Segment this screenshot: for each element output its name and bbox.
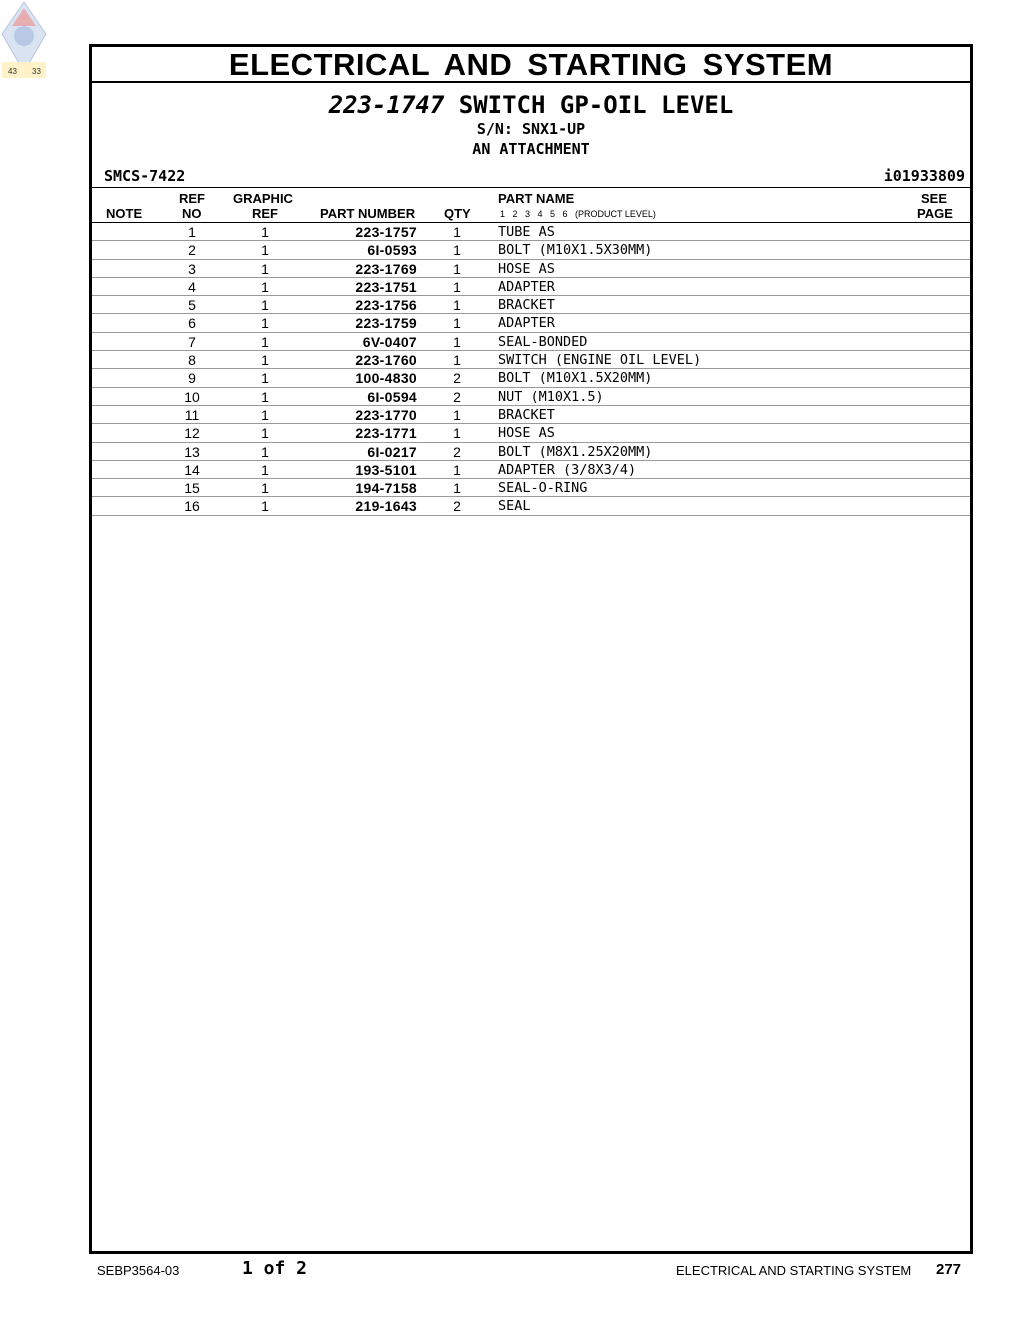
quantity: 2: [453, 498, 461, 515]
part-number: 223-1760: [355, 352, 417, 369]
part-number: 223-1770: [355, 406, 417, 423]
part-number: 100-4830: [355, 370, 417, 387]
quantity: 1: [453, 406, 461, 423]
table-row: [92, 461, 970, 479]
logo-number-left: 43: [8, 67, 17, 76]
parts-page-frame: [89, 44, 973, 1254]
graphic-ref: 1: [261, 498, 269, 515]
page-of: 1 of 2: [242, 1258, 308, 1279]
table-row: [92, 388, 970, 406]
graphic-ref: 1: [261, 315, 269, 332]
ref-no: 9: [188, 370, 196, 387]
part-number: 193-5101: [355, 461, 417, 478]
ref-no: 2: [188, 242, 196, 259]
graphic-ref: 1: [261, 425, 269, 442]
table-row: [92, 479, 970, 497]
part-name: BOLT (M10X1.5X20MM): [498, 370, 653, 387]
ref-no: 11: [184, 406, 200, 423]
part-number: 6I-0593: [367, 242, 417, 259]
quantity: 1: [453, 480, 461, 497]
table-row: [92, 333, 970, 351]
page-footer: [0, 1258, 1020, 1282]
quantity: 2: [453, 443, 461, 460]
header-see-top: SEE: [921, 191, 948, 206]
ref-no: 16: [184, 498, 200, 515]
smcs-code: SMCS-7422: [104, 167, 186, 185]
part-number: 223-1771: [355, 425, 417, 442]
header-qty: QTY: [444, 206, 471, 221]
group-title: [92, 91, 970, 119]
part-name: NUT (M10X1.5): [498, 388, 604, 405]
section-title: ELECTRICAL AND STARTING SYSTEM: [92, 47, 970, 83]
graphic-ref: 1: [261, 370, 269, 387]
part-name: SWITCH (ENGINE OIL LEVEL): [498, 352, 702, 369]
part-name: SEAL: [498, 498, 531, 515]
footer-system-name: ELECTRICAL AND STARTING SYSTEM: [676, 1263, 912, 1278]
part-number: 223-1751: [355, 278, 417, 295]
graphic-ref: 1: [261, 242, 269, 259]
quantity: 1: [453, 224, 461, 240]
quantity: 1: [453, 461, 461, 478]
part-name: ADAPTER: [498, 315, 555, 332]
graphic-ref: 1: [261, 333, 269, 350]
graphic-ref: 1: [261, 406, 269, 423]
table-row: [92, 260, 970, 278]
table-row: [92, 369, 970, 387]
page-number: 277: [936, 1261, 962, 1278]
illustration-id: i01933809: [883, 167, 965, 185]
attachment-label: AN ATTACHMENT: [472, 140, 590, 158]
part-name: ADAPTER (3/8X3/4): [498, 461, 637, 478]
ref-no: 12: [184, 425, 200, 442]
logo-number-right: 33: [32, 67, 41, 76]
table-row: [92, 443, 970, 461]
part-name: BRACKET: [498, 406, 555, 423]
quantity: 1: [453, 352, 461, 369]
header-product-levels: 1 2 3 4 5 6 (PRODUCT LEVEL): [500, 209, 656, 219]
table-row: [92, 424, 970, 442]
part-name: SEAL-BONDED: [498, 333, 588, 350]
graphic-ref: 1: [261, 388, 269, 405]
part-number: 6V-0407: [362, 333, 417, 350]
table-row: [92, 241, 970, 259]
table-row: [92, 314, 970, 332]
part-name: TUBE AS: [498, 224, 555, 240]
ref-no: 3: [188, 260, 196, 277]
quantity: 1: [453, 297, 461, 314]
graphic-ref: 1: [261, 352, 269, 369]
ref-no: 5: [188, 297, 196, 314]
graphic-ref: 1: [261, 443, 269, 460]
ref-no: 6: [188, 315, 196, 332]
graphic-ref: 1: [261, 224, 269, 240]
table-row: [92, 497, 970, 515]
part-name: SEAL-O-RING: [498, 480, 588, 497]
header-note: NOTE: [106, 206, 143, 221]
part-name: BRACKET: [498, 297, 555, 314]
ref-no: 15: [184, 480, 200, 497]
part-name: ADAPTER: [498, 278, 555, 295]
table-row: [92, 406, 970, 424]
graphic-ref: 1: [261, 461, 269, 478]
header-part-name: PART NAME: [498, 191, 575, 206]
part-number: 219-1643: [355, 498, 417, 515]
header-ref-top: REF: [179, 191, 205, 206]
table-row: [92, 351, 970, 369]
part-number: 194-7158: [355, 480, 417, 497]
part-name: HOSE AS: [498, 425, 555, 442]
column-headers: [92, 187, 970, 223]
header-graphic-top: GRAPHIC: [233, 191, 293, 206]
table-row: [92, 296, 970, 314]
part-name: BOLT (M8X1.25X20MM): [498, 443, 653, 460]
ref-no: 10: [184, 388, 200, 405]
group-name: SWITCH GP-OIL LEVEL: [458, 91, 734, 119]
document-number: SEBP3564-03: [97, 1263, 180, 1278]
ref-no: 8: [188, 352, 196, 369]
part-name: BOLT (M10X1.5X30MM): [498, 242, 653, 259]
ref-no: 7: [188, 333, 196, 350]
part-number: 223-1759: [355, 315, 417, 332]
group-number: 223-1747: [328, 91, 445, 119]
header-graphic-bottom: REF: [252, 206, 278, 221]
ref-no: 14: [184, 461, 200, 478]
ref-no: 13: [184, 443, 200, 460]
ref-no: 1: [188, 224, 196, 240]
table-row: [92, 278, 970, 296]
part-number: 223-1769: [355, 260, 417, 277]
quantity: 1: [453, 260, 461, 277]
quantity: 1: [453, 278, 461, 295]
header-part-number: PART NUMBER: [320, 206, 416, 221]
serial-range: S/N: SNX1-UP: [476, 120, 586, 138]
graphic-ref: 1: [261, 260, 269, 277]
graphic-ref: 1: [261, 480, 269, 497]
ref-no: 4: [188, 278, 196, 295]
quantity: 1: [453, 333, 461, 350]
meta-row: [92, 165, 970, 187]
quantity: 1: [453, 242, 461, 259]
graphic-ref: 1: [261, 297, 269, 314]
publisher-logo-icon: [0, 0, 48, 80]
part-number: 223-1756: [355, 297, 417, 314]
parts-list: [92, 223, 970, 516]
quantity: 1: [453, 425, 461, 442]
header-see-bottom: PAGE: [917, 206, 953, 221]
part-number: 223-1757: [355, 224, 417, 240]
quantity: 1: [453, 315, 461, 332]
part-number: 6I-0594: [367, 388, 417, 405]
quantity: 2: [453, 388, 461, 405]
part-name: HOSE AS: [498, 260, 555, 277]
table-row: [92, 223, 970, 241]
header-ref-bottom: NO: [182, 206, 202, 221]
graphic-ref: 1: [261, 278, 269, 295]
quantity: 2: [453, 370, 461, 387]
part-number: 6I-0217: [367, 443, 417, 460]
